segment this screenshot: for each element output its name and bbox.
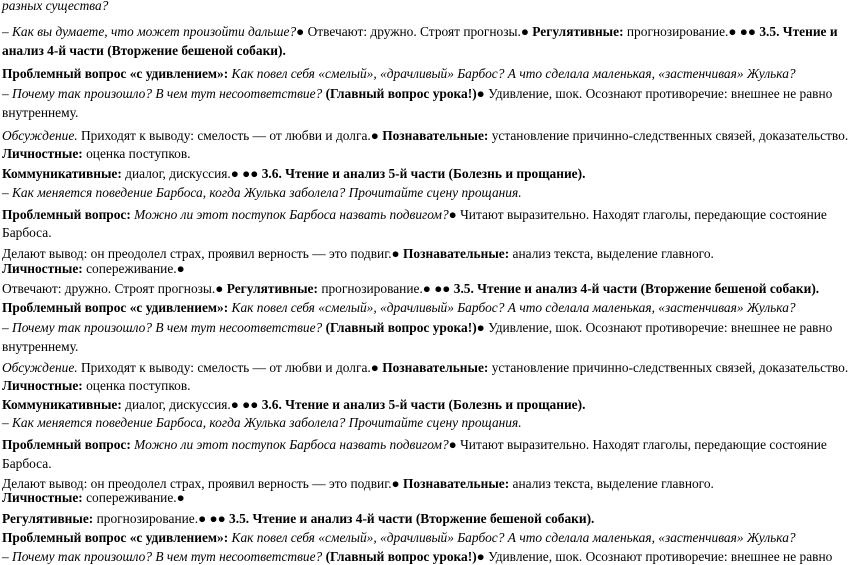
bold-text: Личностные: bbox=[2, 261, 83, 276]
text-line bbox=[2, 510, 594, 527]
bold-text: Проблемный вопрос «с удивлением»: bbox=[2, 530, 229, 545]
bold-text: (Главный вопрос урока!) bbox=[322, 86, 477, 101]
bold-text: Личностные: bbox=[2, 378, 83, 393]
text-line bbox=[2, 359, 848, 376]
bold-text: (Главный вопрос урока!) bbox=[322, 549, 477, 564]
text-line bbox=[2, 65, 796, 82]
body-text: ● Удивление, шок. Осознают противоречие: внешнее не равно bbox=[476, 549, 833, 564]
bold-text: Проблемный вопрос «с удивлением»: bbox=[2, 66, 229, 81]
body-text: ● Удивление, шок. Осознают противоречие: внешнее не равно bbox=[476, 320, 833, 335]
bold-text: Личностные: bbox=[2, 146, 83, 161]
italic-text: Как повел себя «смелый», «драчливый» Барбос? А что сделала маленькая, «застенчивая» Жулька? bbox=[228, 530, 796, 545]
italic-text: разных существа? bbox=[2, 0, 109, 13]
bold-text: (Главный вопрос урока!) bbox=[322, 320, 477, 335]
italic-text: – Как меняется поведение Барбоса, когда Жулька заболела? Прочитайте сцену прощания. bbox=[2, 415, 522, 430]
body-text: установление причинно-следственных связей, доказательство. bbox=[488, 360, 848, 375]
body-text: ● Отвечают: дружно. Строят прогнозы.● bbox=[296, 24, 533, 39]
text-line bbox=[2, 0, 108, 14]
bold-text: Коммуникативные: bbox=[2, 166, 122, 181]
text-line bbox=[2, 489, 185, 506]
bold-text: Проблемный вопрос «с удивлением»: bbox=[2, 300, 229, 315]
text-line bbox=[2, 206, 827, 223]
body-text: установление причинно-следственных связей, доказательство. bbox=[488, 128, 848, 143]
text-line bbox=[2, 299, 796, 316]
bold-text: 3.5. Чтение и bbox=[759, 24, 838, 39]
body-text: ● Читают выразительно. Находят глаголы, передающие состояние bbox=[448, 207, 827, 222]
text-line bbox=[2, 548, 832, 565]
body-text: анализ текста, выделение главного. bbox=[509, 246, 714, 261]
body-text: Барбоса. bbox=[2, 225, 52, 240]
body-text: Отвечают: дружно. Строят прогнозы.● bbox=[2, 281, 227, 296]
italic-text: Как повел себя «смелый», «драчливый» Барбос? А что сделала маленькая, «застенчивая» Жулька? bbox=[228, 66, 796, 81]
text-line bbox=[2, 436, 827, 453]
bold-text: Регулятивные: bbox=[2, 511, 94, 526]
body-text: внутреннему. bbox=[2, 105, 79, 120]
italic-text: – Почему так произошло? В чем тут несоответствие? bbox=[2, 549, 323, 564]
text-line bbox=[2, 85, 832, 102]
text-line bbox=[2, 529, 796, 546]
body-text: прогнозирование.● ●● bbox=[93, 511, 230, 526]
text-line bbox=[2, 145, 191, 162]
italic-text: Обсуждение. bbox=[2, 128, 78, 143]
body-text: сопереживание.● bbox=[82, 490, 185, 505]
bold-text: Познавательные: bbox=[382, 128, 489, 143]
bold-text: Познавательные: bbox=[403, 246, 510, 261]
body-text: ● Удивление, шок. Осознают противоречие: внешнее не равно bbox=[476, 86, 833, 101]
bold-text: Коммуникативные: bbox=[2, 397, 122, 412]
text-line bbox=[2, 104, 78, 121]
text-line bbox=[2, 280, 819, 297]
text-line bbox=[2, 396, 585, 413]
body-text: диалог, дискуссия.● ●● bbox=[121, 166, 262, 181]
body-text: Делают вывод: он преодолел страх, проявил верность — это подвиг.● bbox=[2, 476, 403, 491]
italic-text: Как повел себя «смелый», «драчливый» Барбос? А что сделала маленькая, «застенчивая» Жулька? bbox=[228, 300, 796, 315]
body-text: внутреннему. bbox=[2, 339, 79, 354]
body-text: ● Читают выразительно. Находят глаголы, передающие состояние bbox=[448, 437, 827, 452]
text-line bbox=[2, 42, 286, 59]
italic-text: – Как меняется поведение Барбоса, когда Жулька заболела? Прочитайте сцену прощания. bbox=[2, 185, 522, 200]
bold-text: анализ 4-й части (Вторжение бешеной собаки). bbox=[2, 43, 286, 58]
bold-text: 3.5. Чтение и анализ 4-й части (Вторжение бешеной собаки). bbox=[229, 511, 595, 526]
bold-text: Личностные: bbox=[2, 490, 83, 505]
bold-text: Регулятивные: bbox=[226, 281, 318, 296]
body-text: Приходят к выводу: смелость — от любви и долга.● bbox=[77, 360, 383, 375]
italic-text: Можно ли этот поступок Барбоса назвать подвигом? bbox=[130, 437, 449, 452]
body-text: диалог, дискуссия.● ●● bbox=[121, 397, 262, 412]
bold-text: Регулятивные: bbox=[532, 24, 624, 39]
bold-text: Познавательные: bbox=[403, 476, 510, 491]
italic-text: – Почему так произошло? В чем тут несоответствие? bbox=[2, 320, 323, 335]
body-text: Барбоса. bbox=[2, 456, 52, 471]
italic-text: – Почему так произошло? В чем тут несоответствие? bbox=[2, 86, 323, 101]
body-text: прогнозирование.● ●● bbox=[623, 24, 760, 39]
bold-text: Проблемный вопрос: bbox=[2, 207, 131, 222]
body-text: Приходят к выводу: смелость — от любви и долга.● bbox=[77, 128, 383, 143]
body-text: Делают вывод: он преодолел страх, проявил верность — это подвиг.● bbox=[2, 246, 403, 261]
bold-text: 3.6. Чтение и анализ 5-й части (Болезнь и прощание). bbox=[261, 166, 586, 181]
text-line bbox=[2, 224, 52, 241]
bold-text: Познавательные: bbox=[382, 360, 489, 375]
text-line bbox=[2, 455, 52, 472]
italic-text: Обсуждение. bbox=[2, 360, 78, 375]
text-line bbox=[2, 260, 185, 277]
text-line bbox=[2, 377, 191, 394]
text-line bbox=[2, 184, 522, 201]
bold-text: 3.5. Чтение и анализ 4-й части (Вторжение бешеной собаки). bbox=[453, 281, 820, 296]
body-text: анализ текста, выделение главного. bbox=[509, 476, 714, 491]
bold-text: 3.6. Чтение и анализ 5-й части (Болезнь и прощание). bbox=[261, 397, 586, 412]
body-text: оценка поступков. bbox=[82, 146, 191, 161]
italic-text: Можно ли этот поступок Барбоса назвать подвигом? bbox=[130, 207, 449, 222]
text-line bbox=[2, 127, 848, 144]
text-line bbox=[2, 338, 78, 355]
italic-text: – Как вы думаете, что может произойти дальше? bbox=[2, 24, 297, 39]
body-text: сопереживание.● bbox=[82, 261, 185, 276]
text-line bbox=[2, 165, 585, 182]
bold-text: Проблемный вопрос: bbox=[2, 437, 131, 452]
body-text: прогнозирование.● ●● bbox=[317, 281, 454, 296]
text-line bbox=[2, 414, 522, 431]
body-text: оценка поступков. bbox=[82, 378, 191, 393]
text-line bbox=[2, 23, 838, 40]
text-line bbox=[2, 319, 832, 336]
